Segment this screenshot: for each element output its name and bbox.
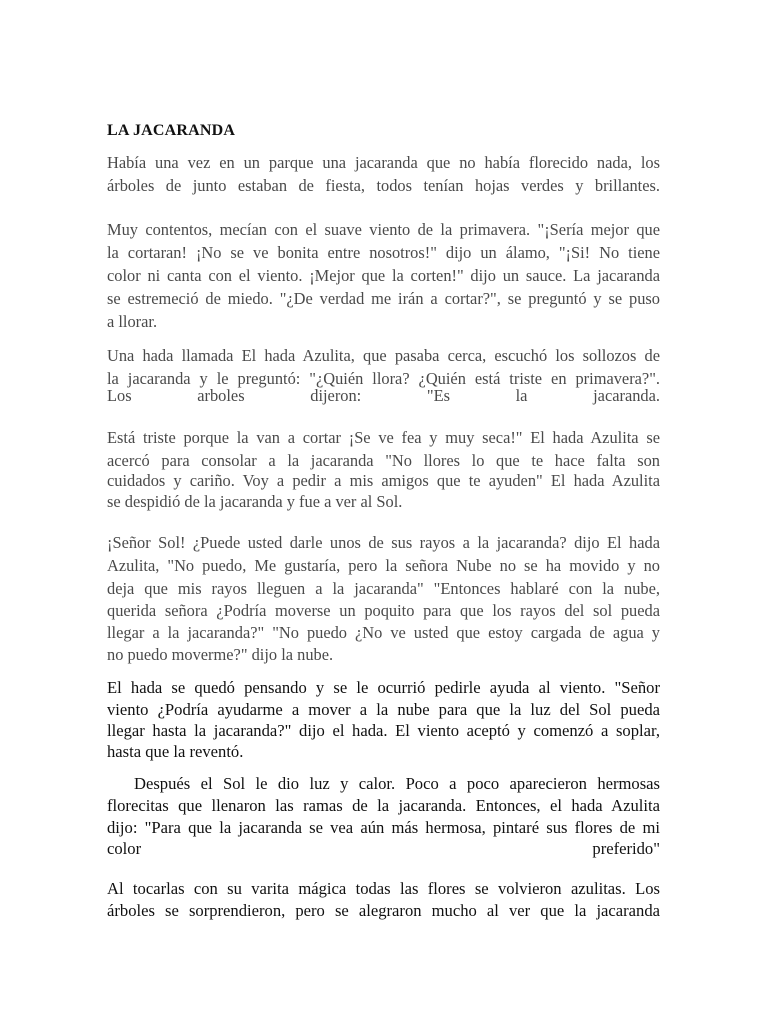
paragraph-6-line-4: hasta que la reventó. — [107, 742, 244, 761]
paragraph-8-line-2: árboles se sorprendieron, pero se alegraron mucho al ver que la jacaranda — [107, 901, 660, 920]
paragraph-5-line-2: Azulita, "No puedo, Me gustaría, pero la señora Nube no se ha movido y no — [107, 556, 660, 575]
paragraph-5-line-1: ¡Señor Sol! ¿Puede usted darle unos de sus rayos a la jacaranda? dijo El hada — [107, 533, 660, 552]
paragraph-7-line-1: Después el Sol le dio luz y calor. Poco a poco aparecieron hermosas — [134, 774, 660, 793]
paragraph-6-line-1: El hada se quedó pensando y se le ocurrió pedirle ayuda al viento. "Señor — [107, 678, 660, 697]
paragraph-2-line-2: la cortaran! ¡No se ve bonita entre nosotros!" dijo un álamo, "¡Si! No tiene — [107, 243, 660, 262]
paragraph-8-line-1: Al tocarlas con su varita mágica todas las flores se volvieron azulitas. Los — [107, 879, 660, 898]
paragraph-7-line-2: florecitas que llenaron las ramas de la jacaranda. Entonces, el hada Azulita — [107, 796, 660, 815]
paragraph-3-line-3: Los arboles dijeron: "Es la jacaranda. — [107, 386, 660, 405]
paragraph-4-line-2: acercó para consolar a la jacaranda "No llores lo que te hace falta son — [107, 451, 660, 470]
paragraph-3-line-2: la jacaranda y le preguntó: "¿Quién llora? ¿Quién está triste en primavera?". — [107, 369, 660, 388]
paragraph-1-line-2: árboles de junto estaban de fiesta, todos tenían hojas verdes y brillantes. — [107, 176, 660, 195]
paragraph-5-line-6: no puedo moverme?" dijo la nube. — [107, 645, 334, 664]
paragraph-4-line-1: Está triste porque la van a cortar ¡Se ve fea y muy seca!" El hada Azulita se — [107, 428, 660, 447]
paragraph-4-line-4: se despidió de la jacaranda y fue a ver al Sol. — [107, 492, 403, 511]
paragraph-6-line-2: viento ¿Podría ayudarme a mover a la nube para que la luz del Sol pueda — [107, 700, 660, 719]
paragraph-7-line-4: color preferido" — [107, 839, 660, 858]
paragraph-6-line-3: llegar hasta la jacaranda?" dijo el hada. El viento aceptó y comenzó a soplar, — [107, 721, 660, 740]
paragraph-1-line-1: Había una vez en un parque una jacaranda que no había florecido nada, los — [107, 153, 660, 172]
paragraph-4-line-3: cuidados y cariño. Voy a pedir a mis amigos que te ayuden" El hada Azulita — [107, 471, 660, 490]
paragraph-5-line-5: llegar a la jacaranda?" "No puedo ¿No ve usted que estoy cargada de agua y — [107, 623, 660, 642]
paragraph-5-line-3: deja que mis rayos lleguen a la jacaranda" "Entonces hablaré con la nube, — [107, 579, 660, 598]
paragraph-2-line-4: se estremeció de miedo. "¿De verdad me irán a cortar?", se preguntó y se puso — [107, 289, 660, 308]
paragraph-2-line-5: a llorar. — [107, 312, 158, 331]
document-title: LA JACARANDA — [107, 122, 236, 139]
paragraph-5-line-4: querida señora ¿Podría moverse un poquito para que los rayos del sol pueda — [107, 601, 660, 620]
paragraph-2-line-3: color ni canta con el viento. ¡Mejor que la corten!" dijo un sauce. La jacaranda — [107, 266, 660, 285]
paragraph-2-line-1: Muy contentos, mecían con el suave viento de la primavera. "¡Sería mejor que — [107, 220, 660, 239]
paragraph-3-line-1: Una hada llamada El hada Azulita, que pasaba cerca, escuchó los sollozos de — [107, 346, 660, 365]
paragraph-7-line-3: dijo: "Para que la jacaranda se vea aún más hermosa, pintaré sus flores de mi — [107, 818, 660, 837]
